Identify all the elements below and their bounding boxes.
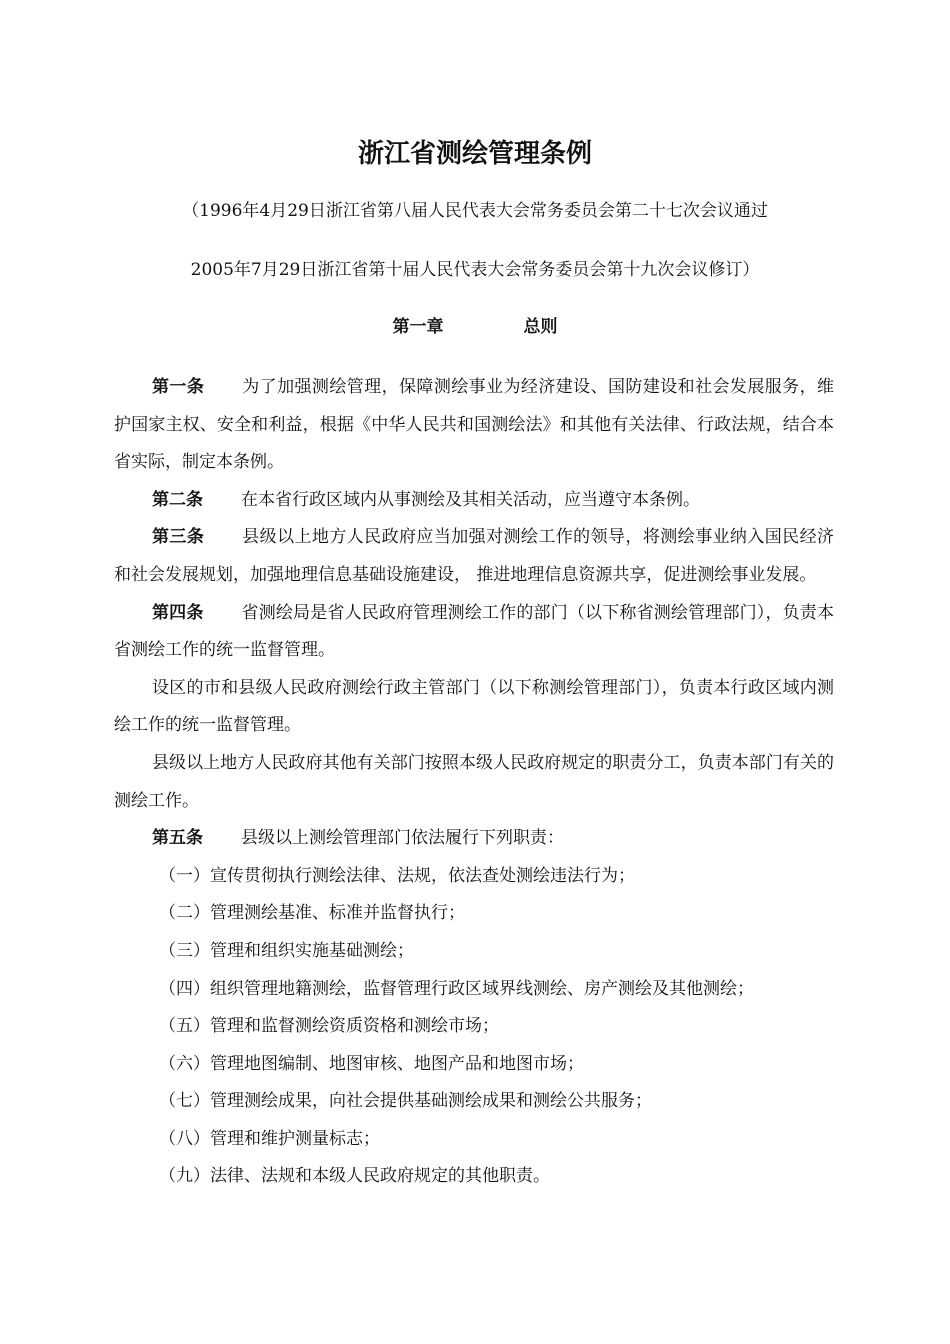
duty-item: （五）管理和监督测绘资质资格和测绘市场； [159, 1016, 499, 1037]
article-text: 县级以上测绘管理部门依法履行下列职责： [241, 828, 564, 849]
duty-item: （九）法律、法规和本级人民政府规定的其他职责。 [159, 1166, 550, 1187]
article-label: 第五条 [152, 828, 203, 849]
article-text: 为了加强测绘管理，保障测绘事业为经济建设、国防建设和社会发展服务，维护国家主权、安全和利益，根据《中华人民共和国测绘法》和其他有关法律、行政法规，结合本省实际，制定本条例。 [114, 377, 834, 473]
document-body [114, 369, 834, 1196]
article-text: 省测绘局是省人民政府管理测绘工作的部门（以下称省测绘管理部门），负责本省测绘工作的统一监督管理。 [114, 602, 835, 661]
article-text: 在本省行政区域内从事测绘及其相关活动，应当遵守本条例。 [241, 489, 700, 510]
duty-item: （一）宣传贯彻执行测绘法律、法规，依法查处测绘违法行为； [159, 865, 635, 886]
article-label: 第四条 [152, 602, 204, 623]
duty-item: （四）组织管理地籍测绘，监督管理行政区域界线测绘、房产测绘及其他测绘； [159, 978, 754, 999]
article-5 [114, 820, 834, 858]
article-2 [114, 482, 834, 520]
chapter-heading [0, 314, 950, 340]
duty-item: （六）管理地图编制、地图审核、地图产品和地图市场； [159, 1053, 584, 1074]
chapter-name: 总则 [523, 317, 558, 337]
article-4-paragraph-2: 设区的市和县级人民政府测绘行政主管部门（以下称测绘管理部门），负责本行政区域内测绘工作的统一监督管理。 [114, 677, 834, 736]
duty-item: （七）管理测绘成果，向社会提供基础测绘成果和测绘公共服务； [159, 1091, 652, 1112]
article-label: 第三条 [152, 527, 205, 548]
duty-item: （三）管理和组织实施基础测绘； [159, 940, 414, 961]
duty-item: （八）管理和维护测量标志； [159, 1128, 380, 1149]
adoption-note-line-2: 2005年7月29日浙江省第十届人民代表大会常务委员会第十九次会议修订） [190, 260, 760, 280]
article-1 [114, 369, 834, 482]
adoption-note-line-1: （1996年4月29日浙江省第八届人民代表大会常务委员会第二十七次会议通过 [182, 201, 768, 221]
article-4 [114, 595, 834, 670]
document-title: 浙江省测绘管理条例 [357, 139, 592, 169]
article-3 [114, 519, 834, 594]
article-label: 第一条 [152, 377, 205, 397]
article-text: 县级以上地方人民政府应当加强对测绘工作的领导，将测绘事业纳入国民经济和社会发展规划，加强地理信息基础设施建设， 推进地理信息资源共享，促进测绘事业发展。 [114, 527, 834, 585]
article-label: 第二条 [152, 489, 203, 510]
chapter-number: 第一章 [392, 317, 444, 337]
duty-item: （二）管理测绘基准、标准并监督执行； [159, 903, 465, 924]
article-4-paragraph-3: 县级以上地方人民政府其他有关部门按照本级人民政府规定的职责分工，负责本部门有关的测绘工作。 [114, 752, 834, 811]
